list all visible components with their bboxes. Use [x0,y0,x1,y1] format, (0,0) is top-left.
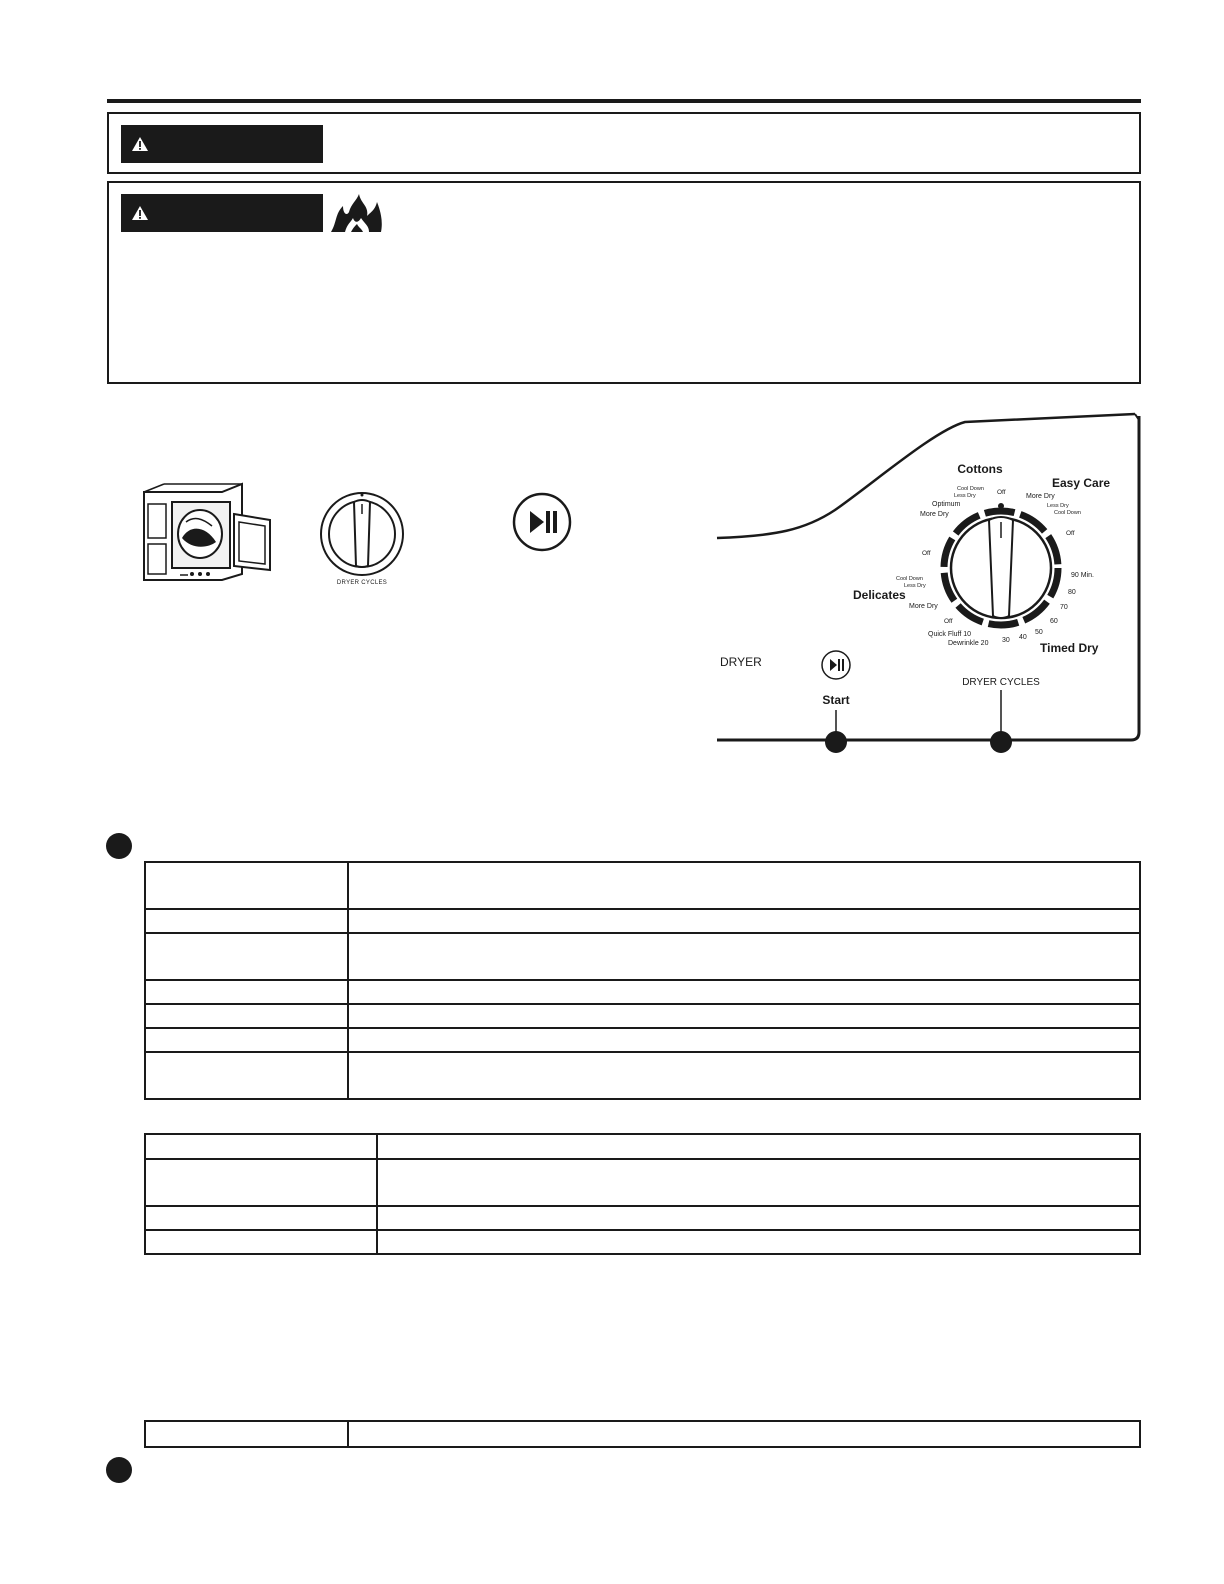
setting-label: Off [997,489,1006,496]
setting-label: Less Dry [1047,503,1069,509]
cycle-group-easy-care: Easy Care [1052,476,1111,490]
warning-triangle-icon [131,136,149,152]
knob-caption: DRYER CYCLES [336,580,388,586]
setting-label: Cool Down [957,486,984,492]
table-row [145,1004,1140,1028]
setting-label: 70 [1060,604,1068,611]
table-row [145,1134,1140,1159]
setting-label: More Dry [1026,493,1055,500]
setting-label: More Dry [920,511,949,518]
warning-box-2 [107,181,1141,384]
table-row [145,1421,1140,1447]
section-bullet-2 [106,1457,132,1483]
cycle-group-cottons: Cottons [957,462,1003,476]
setting-label: 40 [1019,634,1027,641]
table-row [145,1230,1140,1254]
start-pause-icon [512,492,572,552]
cycle-group-delicates: Delicates [853,588,906,602]
warning-box-1 [107,112,1141,174]
dryer-cycles-dial [944,503,1058,625]
table-row [145,1028,1140,1052]
cycles-table-3 [144,1420,1141,1448]
setting-label: Quick Fluff 10 [928,631,972,638]
control-panel-illustration [715,410,1147,760]
setting-label: Dewrinkle 20 [948,640,989,647]
dryer-cycles-label: DRYER CYCLES [962,677,1040,688]
dryer-open-door-illustration [142,482,274,582]
warning-triangle-icon [131,205,149,221]
setting-label: 30 [1002,637,1010,644]
setting-label: Off [1066,530,1075,537]
table-row [145,862,1140,909]
cycle-group-timed-dry: Timed Dry [1040,641,1099,655]
table-row [145,1206,1140,1230]
setting-label: 50 [1035,629,1043,636]
section-bullet-1 [106,833,132,859]
table-row [145,980,1140,1004]
table-row [145,1159,1140,1206]
table-row [145,909,1140,933]
dryer-cycles-knob-icon [318,490,406,578]
knob-thumbnail [318,490,406,590]
setting-label: Cool Down [1054,510,1081,516]
setting-label: More Dry [909,603,938,610]
setting-label: Cool Down [896,576,923,582]
cycles-table-2 [144,1133,1141,1255]
table-row [145,933,1140,980]
setting-label: 60 [1050,618,1058,625]
setting-label: Optimum [932,501,961,508]
panel-brand-text: DRYER [720,655,762,669]
table-row [145,1052,1140,1099]
setting-label: Less Dry [904,583,926,589]
setting-label: 80 [1068,589,1076,596]
setting-label: Off [922,550,931,557]
header-rule [107,99,1141,103]
setting-label: Less Dry [954,493,976,499]
cycles-table-1 [144,861,1141,1100]
start-label: Start [822,693,850,707]
setting-label: Off [944,618,953,625]
warning-label-2 [121,194,323,232]
setting-label: 90 Min. [1071,572,1094,579]
fire-icon [329,192,385,234]
warning-label-1 [121,125,323,163]
